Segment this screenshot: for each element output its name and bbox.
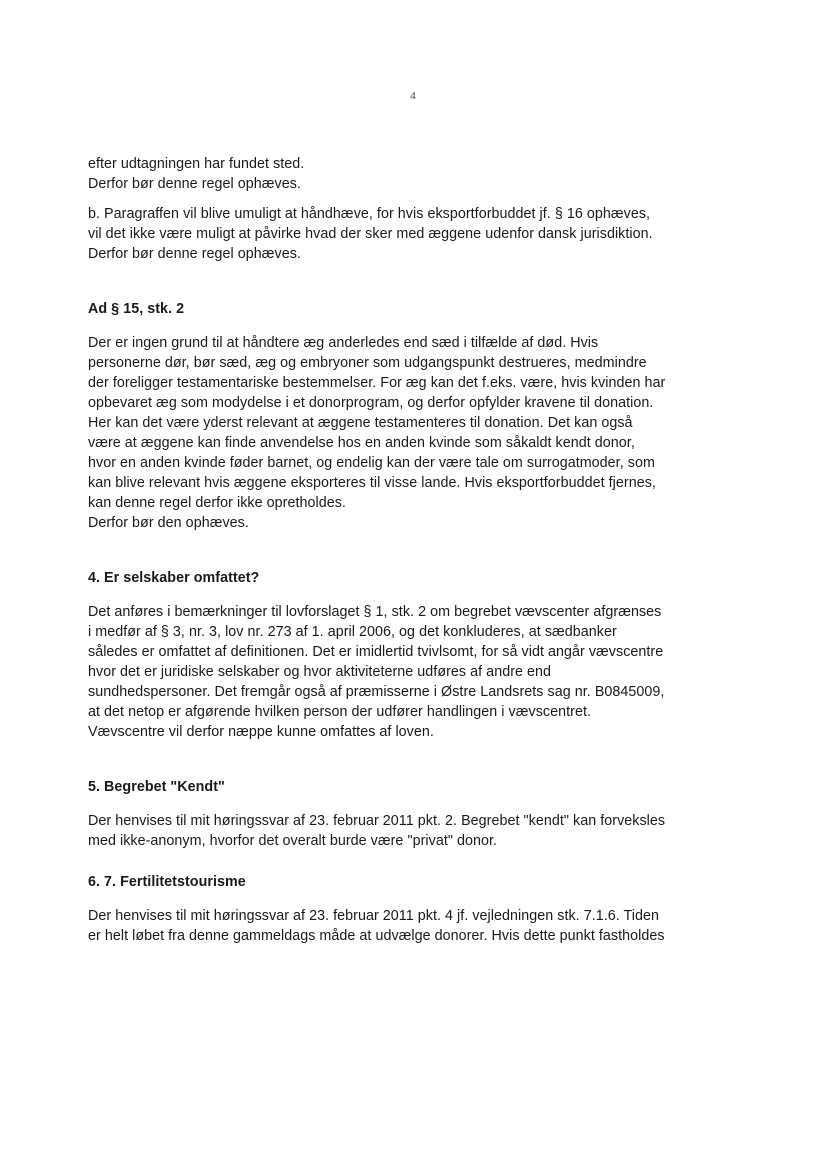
text-line: i medfør af § 3, nr. 3, lov nr. 273 af 1. april 2006, og det konkluderes, at sædbanker: [88, 624, 617, 640]
page-number: 4: [410, 90, 416, 102]
text-line: Derfor bør den ophæves.: [88, 515, 249, 531]
text-line: der foreligger testamentariske bestemmelser. For æg kan det f.eks. være, hvis kvinden har: [88, 375, 666, 391]
heading-text: 5. Begrebet "Kendt": [88, 779, 225, 795]
paragraph: [88, 333, 738, 533]
text-line: hvor en anden kvinde føder barnet, og endelig kan der være tale om surrogatmoder, som: [88, 455, 655, 471]
section-heading: [88, 568, 738, 588]
heading-text: 6. 7. Fertilitetstourisme: [88, 874, 246, 890]
text-line: sundhedspersoner. Det fremgår også af præmisserne i Østre Landsrets sag nr. B0845009,: [88, 684, 665, 700]
section-heading: [88, 872, 738, 892]
paragraph: [88, 811, 738, 851]
text-line: vil det ikke være muligt at påvirke hvad der sker med æggene udenfor dansk jurisdiktion.: [88, 226, 653, 242]
text-line: kan blive relevant hvis æggene eksporteres til visse lande. Hvis eksportforbuddet fjernes,: [88, 475, 656, 491]
paragraph: [88, 602, 738, 742]
text-line: Derfor bør denne regel ophæves.: [88, 176, 301, 192]
text-line: er helt løbet fra denne gammeldags måde at udvælge donorer. Hvis dette punkt fastholdes: [88, 928, 665, 944]
paragraph: [88, 906, 738, 946]
text-line: at det netop er afgørende hvilken person der udfører handlingen i vævscentret.: [88, 704, 591, 720]
section-heading: [88, 777, 738, 797]
text-line: med ikke-anonym, hvorfor det overalt burde være "privat" donor.: [88, 833, 498, 849]
paragraph: [88, 154, 738, 194]
text-line: b. Paragraffen vil blive umuligt at håndhæve, for hvis eksportforbuddet jf. § 16 ophæves,: [88, 206, 651, 222]
text-line: Der henvises til mit høringssvar af 23. februar 2011 pkt. 4 jf. vejledningen stk. 7.1.6. Tiden: [88, 908, 660, 924]
text-line: hvor det er juridiske selskaber og hvor aktiviteterne udføres af andre end: [88, 664, 552, 680]
heading-text: Ad § 15, stk. 2: [88, 301, 185, 317]
text-line: Derfor bør denne regel ophæves.: [88, 246, 301, 262]
section-heading: [88, 299, 738, 319]
paragraph: [88, 204, 738, 264]
text-line: Vævscentre vil derfor næppe kunne omfattes af loven.: [88, 724, 434, 740]
text-line: være at æggene kan finde anvendelse hos en anden kvinde som såkaldt kendt donor,: [88, 435, 635, 451]
text-line: Der er ingen grund til at håndtere æg anderledes end sæd i tilfælde af død. Hvis: [88, 335, 599, 351]
text-line: Her kan det være yderst relevant at æggene testamenteres til donation. Det kan også: [88, 415, 633, 431]
text-line: efter udtagningen har fundet sted.: [88, 156, 305, 172]
text-line: således er omfattet af definitionen. Det er imidlertid tvivlsomt, for så vidt angår vævscentre: [88, 644, 664, 660]
text-line: Der henvises til mit høringssvar af 23. februar 2011 pkt. 2. Begrebet "kendt" kan forveksles: [88, 813, 666, 829]
text-line: kan denne regel derfor ikke opretholdes.: [88, 495, 346, 511]
heading-text: 4. Er selskaber omfattet?: [88, 570, 260, 586]
text-line: opbevaret æg som modydelse i et donorprogram, og derfor opfylder kravene til donation.: [88, 395, 654, 411]
text-line: personerne dør, bør sæd, æg og embryoner som udgangspunkt destrueres, medmindre: [88, 355, 647, 371]
text-line: Det anføres i bemærkninger til lovforslaget § 1, stk. 2 om begrebet vævscenter afgrænses: [88, 604, 662, 620]
document-body: [88, 154, 738, 946]
